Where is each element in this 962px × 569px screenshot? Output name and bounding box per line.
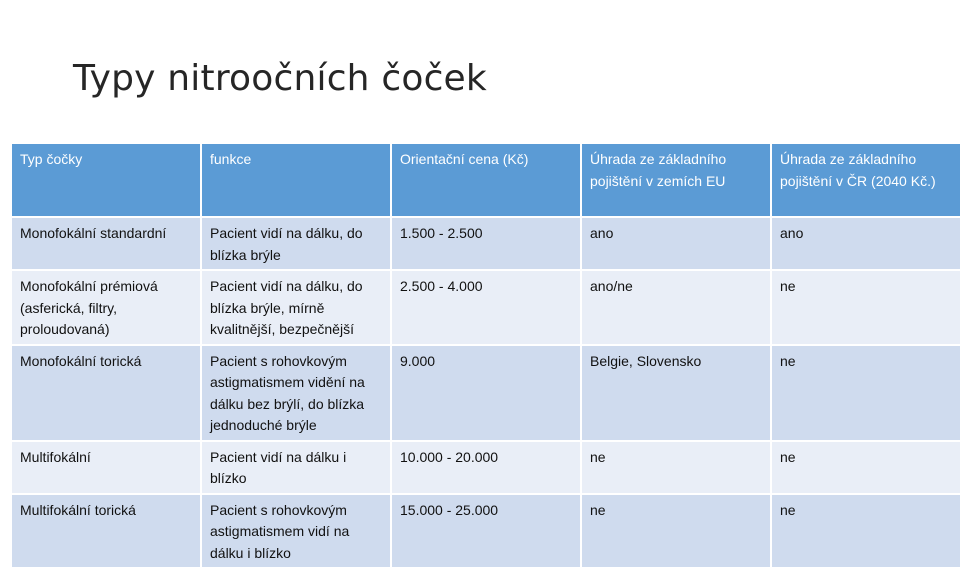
cell-cz-coverage: ne bbox=[771, 345, 961, 441]
cell-function: Pacient vidí na dálku, do blízka brýle, mírně kvalitnější, bezpečnější bbox=[201, 270, 391, 345]
cell-price: 2.500 - 4.000 bbox=[391, 270, 581, 345]
header-function: funkce bbox=[201, 143, 391, 217]
cell-lens-type: Monofokální torická bbox=[11, 345, 201, 441]
cell-price: 15.000 - 25.000 bbox=[391, 494, 581, 569]
cell-function: Pacient s rohovkovým astigmatismem vidí na dálku i blízko bbox=[201, 494, 391, 569]
cell-cz-coverage: ne bbox=[771, 494, 961, 569]
header-lens-type: Typ čočky bbox=[11, 143, 201, 217]
cell-lens-type: Monofokální prémiová (asferická, filtry, proloudovaná) bbox=[11, 270, 201, 345]
cell-price: 10.000 - 20.000 bbox=[391, 441, 581, 494]
table-row bbox=[11, 441, 961, 494]
header-price: Orientační cena (Kč) bbox=[391, 143, 581, 217]
cell-price: 1.500 - 2.500 bbox=[391, 217, 581, 270]
cell-price: 9.000 bbox=[391, 345, 581, 441]
header-cz-coverage: Úhrada ze základního pojištění v ČR (2040 Kč.) bbox=[771, 143, 961, 217]
table-header-row bbox=[11, 143, 961, 217]
cell-eu-coverage: ne bbox=[581, 494, 771, 569]
cell-cz-coverage: ne bbox=[771, 441, 961, 494]
cell-eu-coverage: ano bbox=[581, 217, 771, 270]
cell-function: Pacient vidí na dálku, do blízka brýle bbox=[201, 217, 391, 270]
table-row bbox=[11, 345, 961, 441]
cell-lens-type: Monofokální standardní bbox=[11, 217, 201, 270]
cell-eu-coverage: ano/ne bbox=[581, 270, 771, 345]
table-row bbox=[11, 270, 961, 345]
slide-title: Typy nitroočních čoček bbox=[73, 58, 487, 99]
cell-cz-coverage: ano bbox=[771, 217, 961, 270]
cell-function: Pacient vidí na dálku i blízko bbox=[201, 441, 391, 494]
cell-lens-type: Multifokální bbox=[11, 441, 201, 494]
table-row bbox=[11, 217, 961, 270]
table-row bbox=[11, 494, 961, 569]
cell-eu-coverage: Belgie, Slovensko bbox=[581, 345, 771, 441]
header-eu-coverage: Úhrada ze základního pojištění v zemích EU bbox=[581, 143, 771, 217]
cell-eu-coverage: ne bbox=[581, 441, 771, 494]
cell-cz-coverage: ne bbox=[771, 270, 961, 345]
lens-types-table bbox=[10, 142, 962, 569]
cell-lens-type: Multifokální torická bbox=[11, 494, 201, 569]
cell-function: Pacient s rohovkovým astigmatismem vidění na dálku bez brýlí, do blízka jednoduché brýle bbox=[201, 345, 391, 441]
